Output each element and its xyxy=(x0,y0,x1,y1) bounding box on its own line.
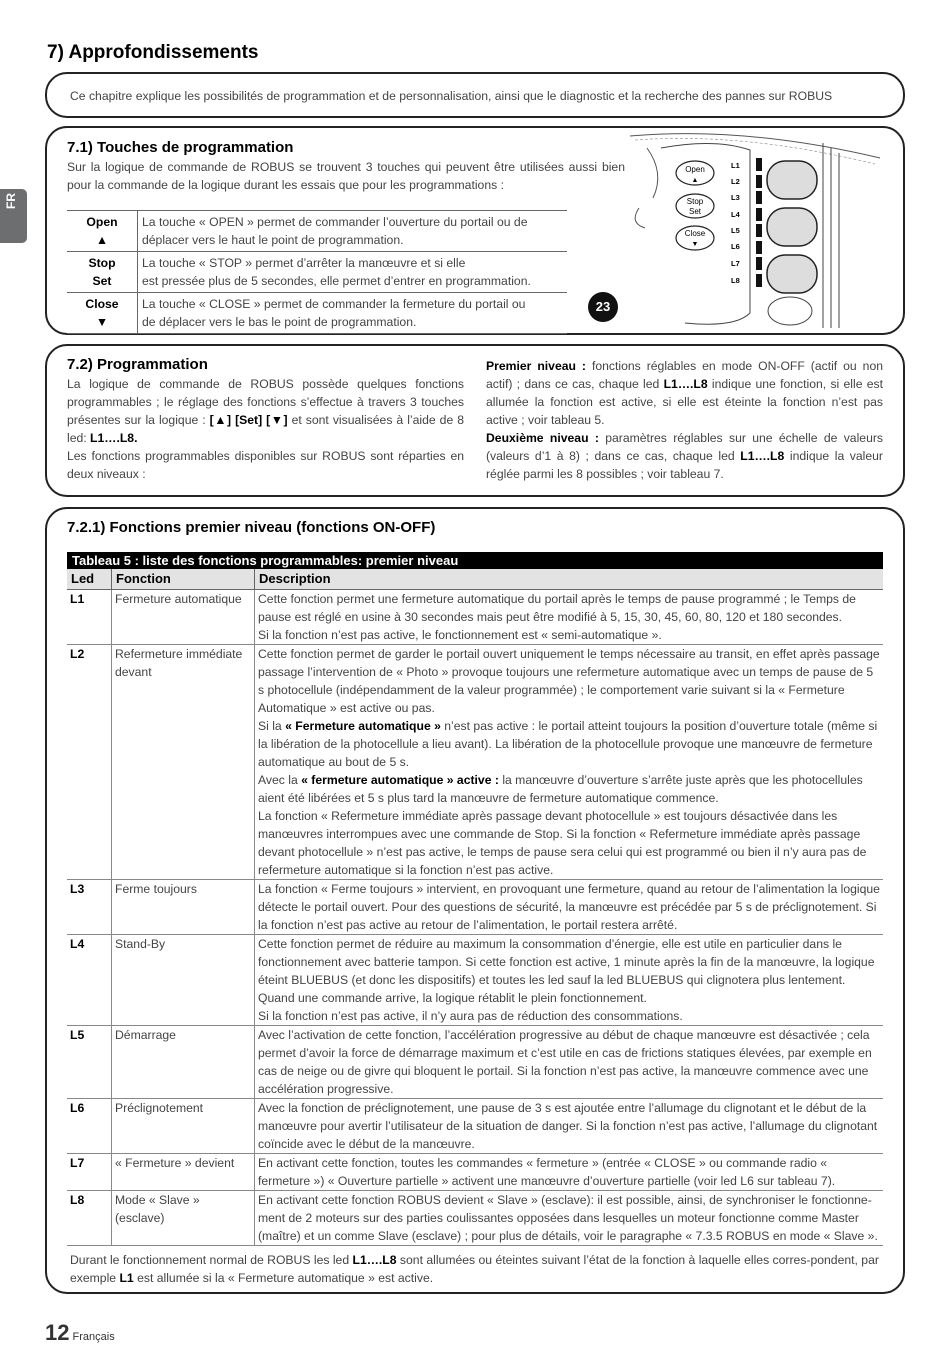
table-row: L2 Refermeture immédiate devant Cette fonction permet de garder le portail ouvert uniquement le temps nécessaire au transit, en effet après passage passage l’intervention de « Photo » provoque toujours une refermeture automatique avec un temps de pause de 5 s photocellule (indépendamment de la valeur programmée) ; le comportement varie suivant si la « Fermeture Automatique » est active ou pas. Si la « Fermeture automatique » n’est pas active : le portail atteint toujours la position d’ouverture totale (même si la libération de la photocellule a lieu avant). La libération de la photocellule provoque une manœuvre de fermeture automatique au bout de 5 s. Avec la « fermeture automatique » active : la manœuvre d’ouverture s’arrête juste après que les photocellules aient été libérées et 5 s plus tard la manœuvre de fermeture automatique commence. La fonction « Refermeture immédiate après passage devant photocellule » est toujours désactivée dans les manœuvres interrompues avec une commande de Stop. Si la fonction « Refermeture immédiate après passage devant photocellule » n’est pas active, le temps de pause sera celui qui est programmé ou bien il n’y aura pas de refermeture automatique si la fonction n’est pas active. xyxy=(67,645,883,880)
table-row: L4 Stand-By Cette fonction permet de réduire au maximum la consommation d’énergie, elle est utile en particulier dans le fonctionnement avec batterie tampon. Si cette fonction est active, 1 minute après la fin de la manœuvre, la logique éteint BLUEBUS (et donc les dispositifs) et toutes les led sauf la led BLUEBUS qui clignotera plus lentement. Quand une commande arrive, la logique rétablit le plein fonctionnement. Si la fonction n’est pas active, il n’y aura pas de réduction des consommations. xyxy=(67,935,883,1026)
s72-right-text: Premier niveau : fonctions réglables en mode ON-OFF (actif ou non actif) ; dans ce cas, chaque led L1….L8 indique une fonction, si elle est allumée la fonction est active, si elle est éteinte la fonction n’est pas active ; voir tableau 5. Deuxième niveau : paramètres réglables sur une échelle de valeurs (valeurs d’1 à 8) ; dans ce cas, chaque led L1….L8 indique la valeur réglée parmi les 8 possibles ; voir tableau 7. xyxy=(486,359,884,481)
table-row: L1 Fermeture automatique Cette fonction permet une fermeture automatique du portail après le temps de pause programmé ; le Temps de pause est réglé en usine à 30 secondes mais peut être modifié à 5, 15, 30, 45, 60, 80, 120 et 180 secondes. Si la fonction n’est pas active, le fonctionnement est « semi-automatique ». xyxy=(67,590,883,645)
section-title: 7) Approfondissements xyxy=(47,42,259,63)
svg-text:Stop: Stop xyxy=(686,197,704,206)
svg-text:L4: L4 xyxy=(731,210,740,219)
intro-text: Ce chapitre explique les possibilités de programmation et de personnalisation, ainsi que le diagnostic et la recherche des pannes sur ROBUS xyxy=(70,89,833,103)
control-board-illustration xyxy=(625,128,887,334)
table-row: L3 Ferme toujours La fonction « Ferme toujours » intervient, en provoquant une fermeture, quand au retour de l’alimentation la logique détecte le portail ouvert. Pour des questions de sécurité, la manœuvre est précédée par 5 s de préclignotement. Si la fonction n’est pas active au retour de l’alimentation, le portail restera arrêté. xyxy=(67,880,883,935)
footer-language: Français xyxy=(72,1331,115,1343)
svg-text:Close: Close xyxy=(684,229,706,238)
svg-text:L8: L8 xyxy=(731,276,740,285)
table-row: L7 « Fermeture » devient En activant cette fonction, toutes les commandes « fermeture » (entrée « CLOSE » ou commande radio « fermeture ») « Ouverture partielle » activent une manœuvre d’ouverture partielle (voir led L6 sur tableau 7). xyxy=(67,1154,883,1191)
svg-text:▲: ▲ xyxy=(691,177,699,184)
page-footer xyxy=(45,1320,115,1346)
open-button-icon xyxy=(676,161,714,185)
intro-box xyxy=(45,72,905,118)
svg-text:L7: L7 xyxy=(731,259,740,268)
table-row: L6 Préclignotement Avec la fonction de préclignotement, une pause de 3 s est ajoutée entre l’allumage du clignotant et le début de la manœuvre pour avertir l’utilisateur de la situation de danger. Si la fonction n’est pas active, l’allumage du clignotant coïncide avec le début de la manœuvre. xyxy=(67,1099,883,1154)
figure-number-badge: 23 xyxy=(588,292,618,322)
svg-text:L3: L3 xyxy=(731,193,740,202)
s71-title: 7.1) Touches de programmation xyxy=(67,139,294,156)
s72-left-text: La logique de commande de ROBUS possède quelques fonctions programmables ; le réglage des fonctions s’effectue à travers 3 touches présentes sur la logique : [▲] [Set] [▼] et sont visualisées à l’aide de 8 led: L1….L8. Les fonctions programmables disponibles sur ROBUS sont réparties en deux niveaux : xyxy=(67,377,465,481)
page-number: 12 xyxy=(45,1320,70,1345)
svg-text:Open: Open xyxy=(685,165,705,174)
table-header: Led Fonction Description xyxy=(67,569,883,590)
table-footnote: Durant le fonctionnement normal de ROBUS les led L1….L8 sont allumées ou éteintes suivant l’état de la fonction à laquelle elles corres-pondent, par exemple L1 est allumée si la « Fermeture automatique » est active. xyxy=(70,1253,879,1285)
svg-text:L2: L2 xyxy=(731,177,740,186)
led-labels xyxy=(731,161,741,285)
key-row-close: Close ▼ La touche « CLOSE » permet de commander la fermeture du portail ou de déplacer vers le bas le point de programmation. xyxy=(67,293,567,334)
large-button-shapes xyxy=(767,161,817,293)
key-row-stop: Stop Set La touche « STOP » permet d’arrêter la manœuvre et si elle est pressée plus de 5 secondes, elle permet d’entrer en programmation. xyxy=(67,252,567,293)
svg-text:L6: L6 xyxy=(731,242,740,251)
svg-text:L1: L1 xyxy=(731,161,740,170)
stop-set-button-icon xyxy=(676,194,714,218)
svg-text:L5: L5 xyxy=(731,226,740,235)
svg-text:▼: ▼ xyxy=(691,241,699,248)
table-row: L8 Mode « Slave » (esclave) En activant cette fonction ROBUS devient « Slave » (esclave): il est possible, ainsi, de synchroniser le fonctionne-ment de 2 moteurs sur des parties coulissantes opposées dans lesquelles un moteur fonctionne comme Master (maître) et un comme Slave (esclave) ; pour plus de détails, voir le paragraphe « 7.3.5 ROBUS en mode « Slave ». xyxy=(67,1191,883,1246)
s72-title: 7.2) Programmation xyxy=(67,356,208,373)
svg-text:Set: Set xyxy=(688,207,702,216)
key-row-open: Open ▲ La touche « OPEN » permet de commander l’ouverture du portail ou de déplacer vers le haut le point de programmation. xyxy=(67,211,567,252)
close-button-icon xyxy=(676,226,714,250)
table-row: L5 Démarrage Avec l’activation de cette fonction, l’accélération progressive au début de chaque manœuvre est désactivée ; cela permet d’avoir la force de démarrage maximum et c’est utile en cas de frictions statiques élevées, par exemple en cas de neige ou de givre qui bloquent le portail. Si la fonction n’est pas active, la manœuvre commence avec une accélération progressive. xyxy=(67,1026,883,1099)
language-side-tab: FR xyxy=(0,189,27,243)
functions-table xyxy=(67,552,883,1246)
table-caption: Tableau 5 : liste des fonctions programmables: premier niveau xyxy=(67,552,883,569)
keys-table xyxy=(67,210,567,334)
s721-title: 7.2.1) Fonctions premier niveau (fonctions ON-OFF) xyxy=(67,519,436,536)
s71-text: Sur la logique de commande de ROBUS se trouvent 3 touches qui peuvent être utilisées aussi bien pour la commande de la logique durant les essais que pour les programmations : xyxy=(67,160,625,192)
led-indicators xyxy=(756,158,762,287)
